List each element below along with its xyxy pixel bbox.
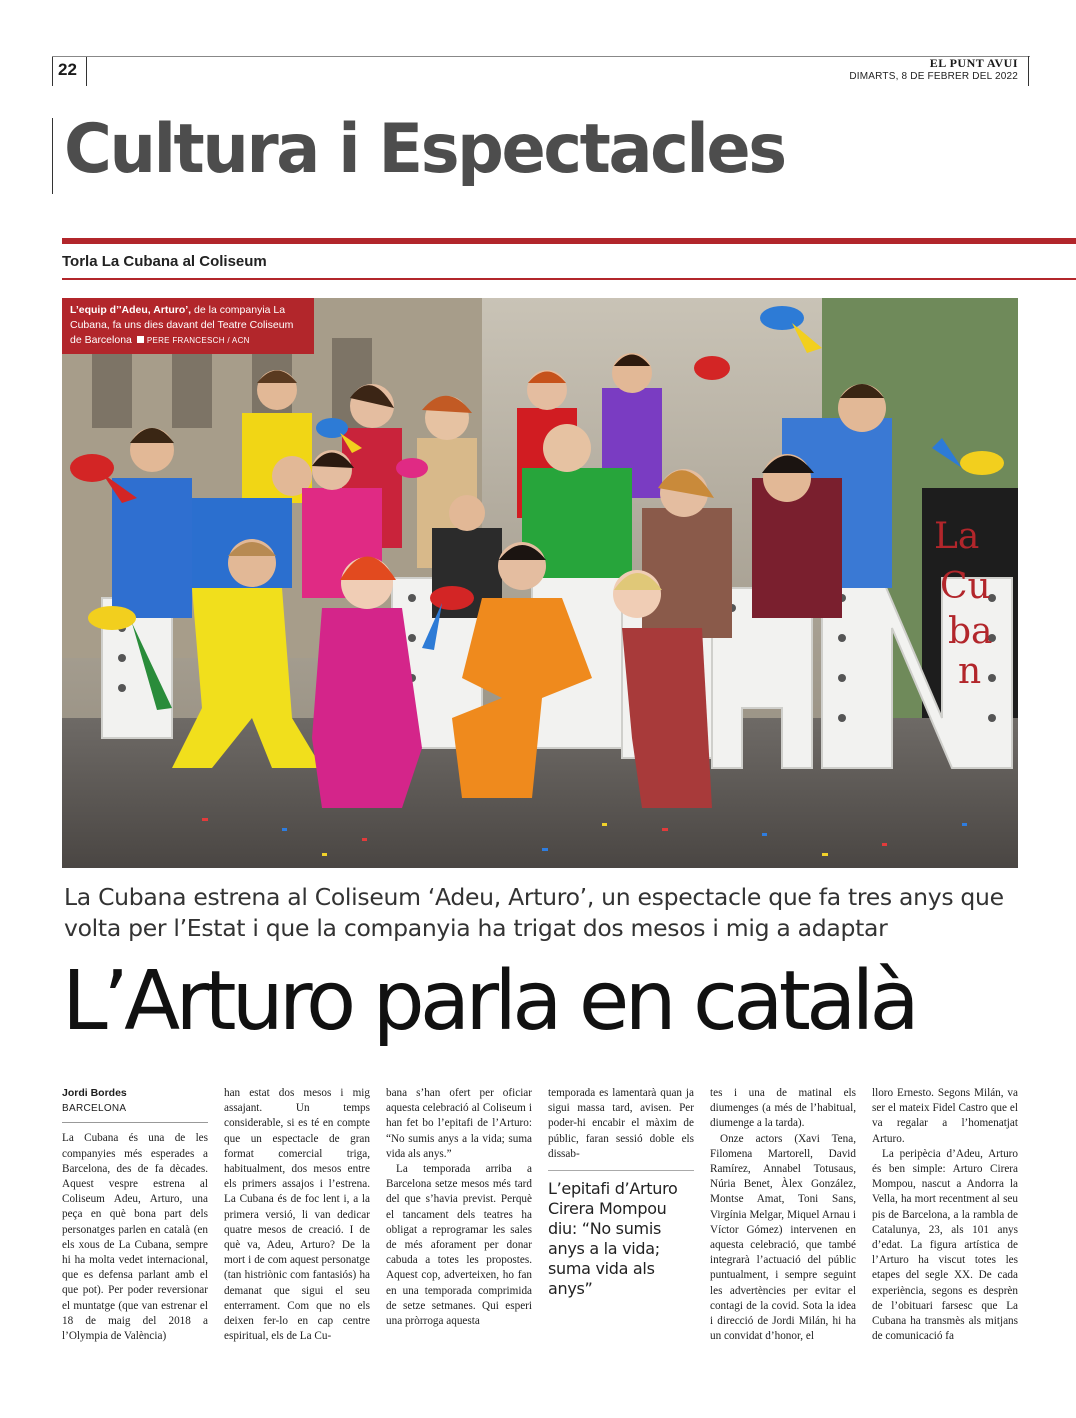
article-column-4 (548, 1086, 694, 1299)
article-column-1 (62, 1086, 208, 1344)
photo-credit: PERE FRANCESCH / ACN (146, 336, 250, 345)
column-1-text: La Cubana és una de les companyies més esperades a Barcelona, des de fa dècades. Aquest vespre estrena al Coliseum Adeu, Arturo, una peça en què bona part dels personatges parlen en català (en els xous de La Cubana, sempre hi ha molta vedet internacional, que es defensa parlant amb el que pot). Per poder reversionar el muntatge (que van estrenar el 18 de maig del 2018 a l’Olympia de València) (62, 1132, 208, 1343)
issue-date: DIMARTS, 8 DE FEBRER DEL 2022 (849, 71, 1018, 82)
article-column-5 (710, 1086, 856, 1344)
column-5-text-b: Onze actors (Xavi Tena, Filomena Martorell, David Ramírez, Annabel Totusaus, Núria Benet, Àlex González, Montse Amat, Toni Sans, Virgínia Melgar, Miquel Arnau i Víctor Gómez) intervenen en aquesta celebració, que també integrarà l’actuació del públic puntualment, i sempre seguint les advertències per evitar el contagi de la covid. Sota la idea i direcció de Jordi Milán, hi ha un convidat d’honor, el (710, 1132, 856, 1343)
page-number: 22 (58, 60, 77, 79)
photo-illustration (62, 298, 1018, 868)
column-3-text-b: La temporada arriba a Barcelona setze mesos més tard del que s’havia previst. Perquè el tancament dels teatres ha obligat a reprogramar les sales de més aforament per donar cabuda a totes les propostes. Aquest cop, adverteixen, ho fan en una temporada comprimida de setze setmanes. Qui esperi una pròrroga aquesta (386, 1163, 532, 1328)
photo-caption-bold: L’equip d’'Adeu, Arturo’, (70, 304, 192, 316)
article-column-3 (386, 1086, 532, 1329)
byline-rule (62, 1122, 208, 1123)
caption-square-icon (137, 336, 144, 343)
svg-text:n: n (958, 651, 982, 692)
column-6-text-a: lloro Ernesto. Segons Milán, va ser el mateix Fidel Castro que el va regalar a l’homenatjat Arturo. (872, 1087, 1018, 1145)
svg-text:Cu: Cu (940, 566, 991, 607)
pullquote-rule (548, 1170, 694, 1171)
svg-text:ba: ba (948, 611, 993, 652)
column-3-text-a: bana s’han ofert per oficiar aquesta celebració al Coliseum i han fet bo l’epitafi de l’Arturo: “No sumis anys a la vida; suma vida als anys.” (386, 1087, 532, 1160)
section-red-rule (62, 238, 1076, 244)
newspaper-brand: EL PUNT AVUI (929, 56, 1018, 70)
article-column-6 (872, 1086, 1018, 1344)
article-photo (62, 298, 1018, 868)
column-2-text: han estat dos mesos i mig assajant. Un temps considerable, si es té en compte que un espectacle de gran format comercial triga, habitualment, dos mesos entre els primers assajos i l’estrena. La Cubana és de foc lent i, a la primera versió, li van dedicar quatre mesos de creació. I de què va, Adeu, Arturo? De la mort i de com aquest personatge (tan histriònic com fantasiós) ha demanat que sigui el seu enterrament. Com que no els deixen fer-lo en cap centre espiritual, els de La Cu- (224, 1087, 370, 1343)
section-left-rule (52, 118, 53, 194)
header-left-rule (52, 56, 53, 86)
section-title: Cultura i Espectacles (64, 110, 785, 189)
photo-caption (62, 298, 314, 354)
header-right-rule (1028, 56, 1029, 86)
article-kicker: Torla La Cubana al Coliseum (62, 253, 267, 270)
kicker-rule (62, 278, 1076, 280)
byline-author: Jordi Bordes (62, 1087, 127, 1099)
article-headline: L’Arturo parla en català (62, 954, 915, 1049)
column-6-text-b: La peripècia d’Adeu, Arturo és ben simple: Arturo Cirera Mompou, nascut a Andorra la Vella, ha mort recentment al seu pis de Barcelona, a la rambla de Catalunya, 23, als 101 anys d’edat. La figura artística de l’Arturo ha viscut totes les etapes del segle XX. De cada experiència, segons es desprèn de l’obituari farsesc que La Cubana ha transmès als mitjans de comunicació fa (872, 1147, 1018, 1343)
byline-location: BARCELONA (62, 1103, 127, 1115)
pullquote: L’epitafi d’Arturo Cirera Mompou diu: “No sumis anys a la vida; suma vida als anys” (548, 1179, 678, 1299)
article-column-2 (224, 1086, 370, 1344)
svg-text:La: La (934, 516, 980, 557)
article-subhead: La Cubana estrena al Coliseum ‘Adeu, Arturo’, un espectacle que fa tres anys que volta per l’Estat i que la companyia ha trigat dos mesos i mig a adaptar (64, 883, 1004, 942)
masthead (849, 56, 1018, 82)
header-number-rule (86, 56, 87, 86)
column-5-text-a: tes i una de matinal els diumenges (a més de l’habitual, diumenge a la tarda). (710, 1087, 856, 1130)
column-4-text: temporada es lamentarà quan ja sigui massa tard, avisen. Per poder-hi encabir el màxim de públic, faran sessió doble els dissab- (548, 1087, 694, 1160)
photo-caption-text: de la companyia La Cubana, fa uns dies davant del Teatre Coliseum de Barcelona (70, 304, 294, 346)
